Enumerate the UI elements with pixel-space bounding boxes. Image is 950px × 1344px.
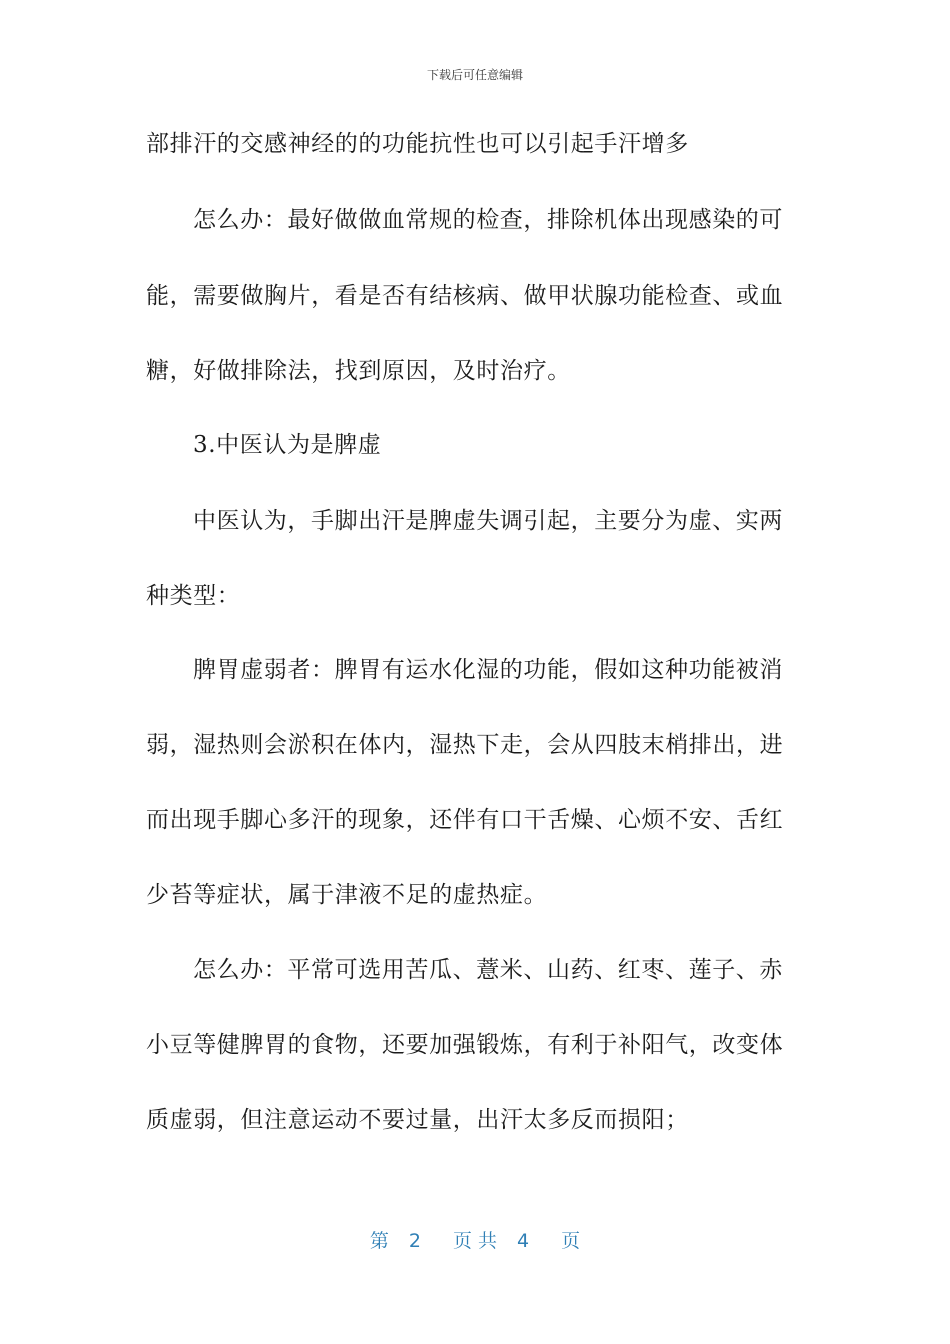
page-header: 下载后可任意编辑: [426, 68, 523, 82]
paragraph-line: 脾胃虚弱者：脾胃有运水化湿的功能，假如这种功能被消: [193, 657, 783, 683]
paragraph-line: 能，需要做胸片，看是否有结核病、做甲状腺功能检查、或血: [146, 283, 784, 309]
paragraph-line: 少苔等症状，属于津液不足的虚热症。: [146, 882, 548, 908]
paragraph-line: 小豆等健脾胃的食物，还要加强锻炼，有利于补阳气，改变体: [146, 1032, 784, 1058]
paragraph-line: 质虚弱，但注意运动不要过量，出汗太多反而损阳；: [146, 1107, 689, 1133]
total-pages-number: 4: [517, 1230, 530, 1252]
paragraph-line: 怎么办：平常可选用苦瓜、薏米、山药、红枣、莲子、赤: [193, 957, 783, 983]
page-footer: [0, 1226, 950, 1253]
paragraph-line: 中医认为，手脚出汗是脾虚失调引起，主要分为虚、实两: [193, 508, 783, 534]
paragraph-line: 部排汗的交感神经的的功能抗性也可以引起手汗增多: [146, 131, 689, 157]
footer-middle: 页 共: [452, 1230, 498, 1252]
paragraph-line: 种类型：: [146, 583, 241, 609]
paragraph-line: 弱，湿热则会淤积在体内，湿热下走，会从四肢末梢排出，进: [146, 732, 784, 758]
footer-suffix: 页: [561, 1230, 581, 1252]
paragraph-line: 怎么办：最好做做血常规的检查，排除机体出现感染的可: [193, 207, 783, 233]
paragraph-line: 糖，好做排除法，找到原因，及时治疗。: [146, 358, 571, 384]
section-heading: 3.中医认为是脾虚: [193, 432, 382, 458]
paragraph-line: 而出现手脚心多汗的现象，还伴有口干舌燥、心烦不安、舌红: [146, 807, 784, 833]
footer-prefix: 第: [369, 1230, 389, 1252]
current-page-number: 2: [408, 1230, 421, 1252]
